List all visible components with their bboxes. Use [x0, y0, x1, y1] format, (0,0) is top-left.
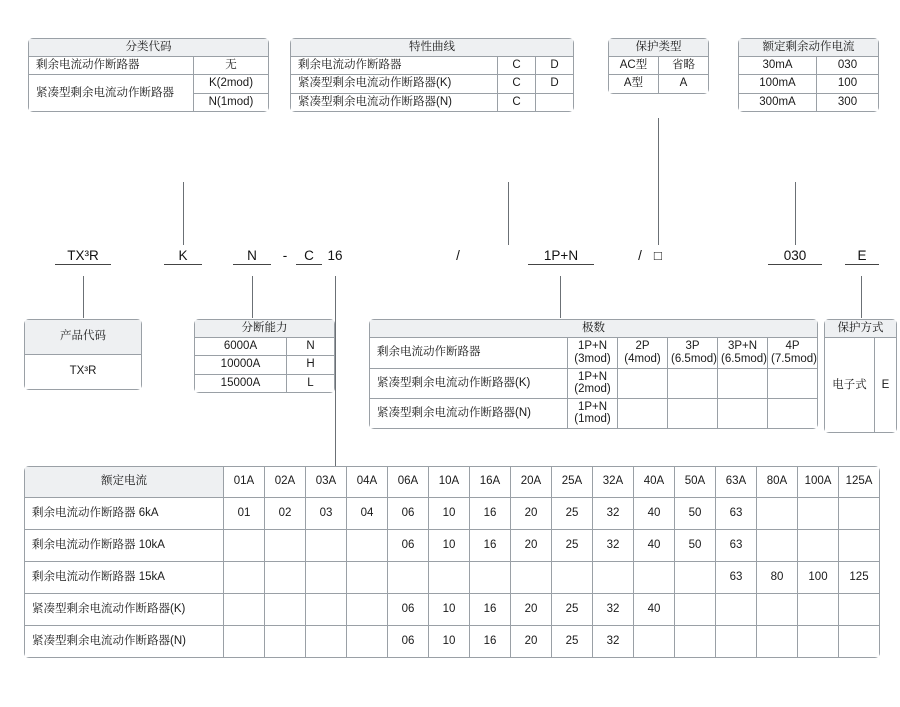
- rated-current-cell-3-9: 32: [593, 594, 634, 626]
- table-row: [25, 530, 880, 562]
- rated-current-col-1: 02A: [265, 467, 306, 498]
- rated-current-cell-3-7: 20: [511, 594, 552, 626]
- rated-current-cell-4-13: [757, 626, 798, 658]
- rated-current-cell-1-1: [265, 530, 306, 562]
- rated-current-cell-2-2: [306, 562, 347, 594]
- rated-current-col-11: 50A: [675, 467, 716, 498]
- breaking-capacity-row-0-code: N: [287, 338, 335, 356]
- rated-current-cell-1-15: [839, 530, 880, 562]
- poles-row-0-label: 剩余电流动作断路器: [370, 338, 568, 368]
- poles-row-2-label: 紧凑型剩余电流动作断路器(N): [370, 398, 568, 428]
- breaking-capacity-table: [194, 319, 335, 393]
- table-row: [739, 93, 879, 111]
- rated-current-header-row: [25, 467, 880, 498]
- rated-current-col-10: 40A: [634, 467, 675, 498]
- poles-row-1-cell-0-top: 1P+N: [577, 370, 608, 383]
- rated-current-cell-2-3: [347, 562, 388, 594]
- protection-type-row-0-label: AC型: [609, 57, 659, 75]
- residual-current-row-2-label: 300mA: [739, 93, 817, 111]
- rated-current-cell-3-4: 06: [388, 594, 429, 626]
- code-part-slash-1: /: [456, 248, 460, 263]
- breaking-capacity-title: 分断能力: [195, 320, 335, 338]
- poles-table: [369, 319, 818, 429]
- table-row: [195, 356, 335, 374]
- residual-current-row-1-code: 100: [817, 75, 879, 93]
- poles-col-2-bottom: (6.5mod): [671, 352, 718, 365]
- classification-table: [28, 38, 269, 112]
- rated-current-col-14: 100A: [798, 467, 839, 498]
- poles-col-4: [768, 338, 818, 368]
- rated-current-cell-4-8: 25: [552, 626, 593, 658]
- rated-current-cell-2-12: 63: [716, 562, 757, 594]
- rated-current-cell-3-6: 16: [470, 594, 511, 626]
- connector-line: [183, 182, 184, 245]
- table-row: [291, 75, 574, 93]
- rated-current-cell-4-15: [839, 626, 880, 658]
- product-code-title: 产品代码: [25, 320, 142, 355]
- residual-current-table: [738, 38, 879, 112]
- rated-current-cell-3-0: [224, 594, 265, 626]
- poles-col-0-bottom: (3mod): [574, 352, 611, 365]
- rated-current-cell-0-4: 06: [388, 498, 429, 530]
- connector-line: [795, 182, 796, 245]
- rated-current-cell-0-10: 40: [634, 498, 675, 530]
- table-row: [609, 75, 709, 93]
- table-row: [195, 338, 335, 356]
- curve-row-1-d: D: [536, 75, 574, 93]
- rated-current-table: [24, 466, 880, 658]
- rated-current-cell-4-1: [265, 626, 306, 658]
- rated-current-cell-3-1: [265, 594, 306, 626]
- rated-current-cell-3-11: [675, 594, 716, 626]
- protection-type-row-1-code: A: [659, 75, 709, 93]
- curve-title: 特性曲线: [291, 39, 574, 57]
- code-part-product: TX³R: [55, 248, 111, 265]
- poles-row-1-cell-2: [668, 368, 718, 398]
- poles-row-2-cell-2: [668, 398, 718, 428]
- rated-current-col-7: 20A: [511, 467, 552, 498]
- connector-line: [508, 182, 509, 245]
- poles-row-1-cell-3: [718, 368, 768, 398]
- curve-row-0-c: C: [498, 57, 536, 75]
- residual-current-row-0-label: 30mA: [739, 57, 817, 75]
- breaking-capacity-row-0-label: 6000A: [195, 338, 287, 356]
- breaking-capacity-row-1-label: 10000A: [195, 356, 287, 374]
- protection-mode-code: E: [875, 338, 897, 433]
- poles-col-4-top: 4P: [785, 340, 800, 353]
- rated-current-cell-0-1: 02: [265, 498, 306, 530]
- code-part-curve: C: [296, 248, 322, 265]
- rated-current-cell-4-10: [634, 626, 675, 658]
- poles-row-1-cell-0: [568, 368, 618, 398]
- protection-type-row-1-label: A型: [609, 75, 659, 93]
- rated-current-cell-2-11: [675, 562, 716, 594]
- rated-current-cell-0-7: 20: [511, 498, 552, 530]
- poles-row-2-cell-0-bottom: (1mod): [574, 413, 611, 426]
- poles-col-1-bottom: (4mod): [624, 352, 661, 365]
- rated-current-cell-3-14: [798, 594, 839, 626]
- rated-current-cell-0-8: 25: [552, 498, 593, 530]
- rated-current-col-6: 16A: [470, 467, 511, 498]
- breaking-capacity-row-2-label: 15000A: [195, 374, 287, 392]
- rated-current-title: 额定电流: [25, 467, 224, 498]
- connector-line: [335, 276, 336, 466]
- rated-current-cell-0-11: 50: [675, 498, 716, 530]
- rated-current-cell-3-3: [347, 594, 388, 626]
- poles-row-2-cell-1: [618, 398, 668, 428]
- table-row: [609, 57, 709, 75]
- curve-row-1-c: C: [498, 75, 536, 93]
- table-row: [195, 374, 335, 392]
- poles-row-1-cell-1: [618, 368, 668, 398]
- connector-line: [861, 276, 862, 318]
- rated-current-cell-1-8: 25: [552, 530, 593, 562]
- poles-row-1-label: 紧凑型剩余电流动作断路器(K): [370, 368, 568, 398]
- curve-row-0-d: D: [536, 57, 574, 75]
- rated-current-cell-1-11: 50: [675, 530, 716, 562]
- rated-current-cell-2-10: [634, 562, 675, 594]
- rated-current-cell-0-3: 04: [347, 498, 388, 530]
- table-row: [25, 498, 880, 530]
- table-row: [25, 626, 880, 658]
- rated-current-cell-2-5: [429, 562, 470, 594]
- protection-mode-label: 电子式: [825, 338, 875, 433]
- rated-current-cell-2-0: [224, 562, 265, 594]
- poles-row-1-cell-0-bottom: (2mod): [574, 383, 611, 396]
- rated-current-col-8: 25A: [552, 467, 593, 498]
- table-row: [370, 338, 818, 368]
- rated-current-col-12: 63A: [716, 467, 757, 498]
- rated-current-cell-3-5: 10: [429, 594, 470, 626]
- rated-current-cell-1-7: 20: [511, 530, 552, 562]
- rated-current-cell-0-15: [839, 498, 880, 530]
- code-part-dash: -: [282, 248, 288, 263]
- residual-current-row-1-label: 100mA: [739, 75, 817, 93]
- connector-line: [560, 276, 561, 318]
- rated-current-cell-3-10: 40: [634, 594, 675, 626]
- rated-current-cell-1-9: 32: [593, 530, 634, 562]
- rated-current-col-13: 80A: [757, 467, 798, 498]
- residual-current-title: 额定剩余动作电流: [739, 39, 879, 57]
- rated-current-row-0-label: 剩余电流动作断路器 6kA: [25, 498, 224, 530]
- classification-row-0-value: 无: [194, 57, 269, 75]
- rated-current-cell-4-4: 06: [388, 626, 429, 658]
- curve-table: [290, 38, 574, 112]
- connector-line: [83, 276, 84, 318]
- poles-col-1-top: 2P: [635, 340, 650, 353]
- table-row: [291, 93, 574, 111]
- rated-current-cell-2-4: [388, 562, 429, 594]
- poles-row-2-cell-4: [768, 398, 818, 428]
- rated-current-cell-4-14: [798, 626, 839, 658]
- rated-current-cell-1-3: [347, 530, 388, 562]
- rated-current-col-0: 01A: [224, 467, 265, 498]
- rated-current-cell-3-12: [716, 594, 757, 626]
- poles-col-3: [718, 338, 768, 368]
- rated-current-cell-1-6: 16: [470, 530, 511, 562]
- curve-row-2-c: C: [498, 93, 536, 111]
- rated-current-cell-2-9: [593, 562, 634, 594]
- rated-current-cell-0-13: [757, 498, 798, 530]
- poles-col-3-top: 3P+N: [727, 340, 758, 353]
- rated-current-cell-4-12: [716, 626, 757, 658]
- code-part-protection-type: □: [653, 248, 663, 263]
- classification-row-0-label: 剩余电流动作断路器: [29, 57, 194, 75]
- connector-line: [252, 276, 253, 318]
- protection-type-table: [608, 38, 709, 94]
- residual-current-row-0-code: 030: [817, 57, 879, 75]
- poles-col-2-top: 3P: [685, 340, 700, 353]
- rated-current-cell-1-5: 10: [429, 530, 470, 562]
- curve-row-2-d: [536, 93, 574, 111]
- table-row: [739, 57, 879, 75]
- rated-current-cell-1-2: [306, 530, 347, 562]
- rated-current-row-3-label: 紧凑型剩余电流动作断路器(K): [25, 594, 224, 626]
- rated-current-cell-2-1: [265, 562, 306, 594]
- rated-current-row-1-label: 剩余电流动作断路器 10kA: [25, 530, 224, 562]
- curve-row-1-label: 紧凑型剩余电流动作断路器(K): [291, 75, 498, 93]
- rated-current-col-4: 06A: [388, 467, 429, 498]
- rated-current-cell-1-12: 63: [716, 530, 757, 562]
- curve-row-0-label: 剩余电流动作断路器: [291, 57, 498, 75]
- rated-current-cell-4-3: [347, 626, 388, 658]
- rated-current-cell-1-4: 06: [388, 530, 429, 562]
- rated-current-cell-4-11: [675, 626, 716, 658]
- rated-current-cell-2-8: [552, 562, 593, 594]
- classification-row-1-label: 紧凑型剩余电流动作断路器: [29, 75, 194, 111]
- code-part-current: 16: [327, 248, 343, 263]
- poles-row-2-cell-3: [718, 398, 768, 428]
- rated-current-cell-4-2: [306, 626, 347, 658]
- rated-current-cell-3-13: [757, 594, 798, 626]
- rated-current-cell-4-0: [224, 626, 265, 658]
- code-part-protection-mode: E: [845, 248, 879, 265]
- product-code-table: [24, 319, 142, 390]
- code-part-slash-2: /: [638, 248, 642, 263]
- rated-current-cell-3-8: 25: [552, 594, 593, 626]
- poles-col-2: [668, 338, 718, 368]
- classification-row-1-value-0: K(2mod): [194, 75, 269, 93]
- code-part-classification: K: [164, 248, 202, 265]
- rated-current-col-3: 04A: [347, 467, 388, 498]
- poles-col-4-bottom: (7.5mod): [771, 352, 818, 365]
- connector-line: [658, 118, 659, 245]
- classification-row-1-value-1: N(1mod): [194, 93, 269, 111]
- table-row: [370, 368, 818, 398]
- table-row: [25, 355, 142, 390]
- table-row: [29, 57, 269, 75]
- poles-title: 极数: [370, 320, 818, 338]
- poles-row-1-cell-4: [768, 368, 818, 398]
- rated-current-cell-0-2: 03: [306, 498, 347, 530]
- poles-row-2-cell-0-top: 1P+N: [577, 400, 608, 413]
- curve-row-2-label: 紧凑型剩余电流动作断路器(N): [291, 93, 498, 111]
- rated-current-cell-0-14: [798, 498, 839, 530]
- table-row: [25, 562, 880, 594]
- rated-current-cell-0-5: 10: [429, 498, 470, 530]
- rated-current-cell-0-6: 16: [470, 498, 511, 530]
- rated-current-cell-1-10: 40: [634, 530, 675, 562]
- rated-current-cell-0-0: 01: [224, 498, 265, 530]
- rated-current-cell-4-6: 16: [470, 626, 511, 658]
- protection-type-title: 保护类型: [609, 39, 709, 57]
- rated-current-col-15: 125A: [839, 467, 880, 498]
- breaking-capacity-row-1-code: H: [287, 356, 335, 374]
- rated-current-cell-2-13: 80: [757, 562, 798, 594]
- code-line: [0, 248, 900, 274]
- rated-current-cell-0-12: 63: [716, 498, 757, 530]
- table-row: [25, 594, 880, 626]
- rated-current-cell-2-15: 125: [839, 562, 880, 594]
- code-part-capacity: N: [233, 248, 271, 265]
- table-row: [739, 75, 879, 93]
- poles-col-0-top: 1P+N: [577, 340, 608, 353]
- residual-current-row-2-code: 300: [817, 93, 879, 111]
- poles-col-1: [618, 338, 668, 368]
- breaking-capacity-row-2-code: L: [287, 374, 335, 392]
- code-part-residual: 030: [768, 248, 822, 265]
- protection-mode-title: 保护方式: [825, 320, 897, 338]
- rated-current-col-2: 03A: [306, 467, 347, 498]
- rated-current-cell-4-9: 32: [593, 626, 634, 658]
- rated-current-col-5: 10A: [429, 467, 470, 498]
- poles-col-0: [568, 338, 618, 368]
- rated-current-cell-3-15: [839, 594, 880, 626]
- table-row: [29, 75, 269, 93]
- classification-title: 分类代码: [29, 39, 269, 57]
- rated-current-cell-2-7: [511, 562, 552, 594]
- poles-col-3-bottom: (6.5mod): [721, 352, 768, 365]
- protection-type-row-0-code: 省略: [659, 57, 709, 75]
- code-part-poles: 1P+N: [528, 248, 594, 265]
- table-row: [370, 398, 818, 428]
- product-code-value: TX³R: [25, 355, 142, 390]
- rated-current-cell-1-13: [757, 530, 798, 562]
- poles-row-2-cell-0: [568, 398, 618, 428]
- rated-current-col-9: 32A: [593, 467, 634, 498]
- rated-current-cell-1-0: [224, 530, 265, 562]
- rated-current-row-2-label: 剩余电流动作断路器 15kA: [25, 562, 224, 594]
- rated-current-cell-1-14: [798, 530, 839, 562]
- rated-current-cell-3-2: [306, 594, 347, 626]
- protection-mode-table: [824, 319, 897, 433]
- rated-current-cell-4-5: 10: [429, 626, 470, 658]
- table-row: [825, 338, 897, 433]
- rated-current-cell-2-14: 100: [798, 562, 839, 594]
- table-row: [291, 57, 574, 75]
- rated-current-cell-4-7: 20: [511, 626, 552, 658]
- rated-current-cell-2-6: [470, 562, 511, 594]
- rated-current-row-4-label: 紧凑型剩余电流动作断路器(N): [25, 626, 224, 658]
- rated-current-cell-0-9: 32: [593, 498, 634, 530]
